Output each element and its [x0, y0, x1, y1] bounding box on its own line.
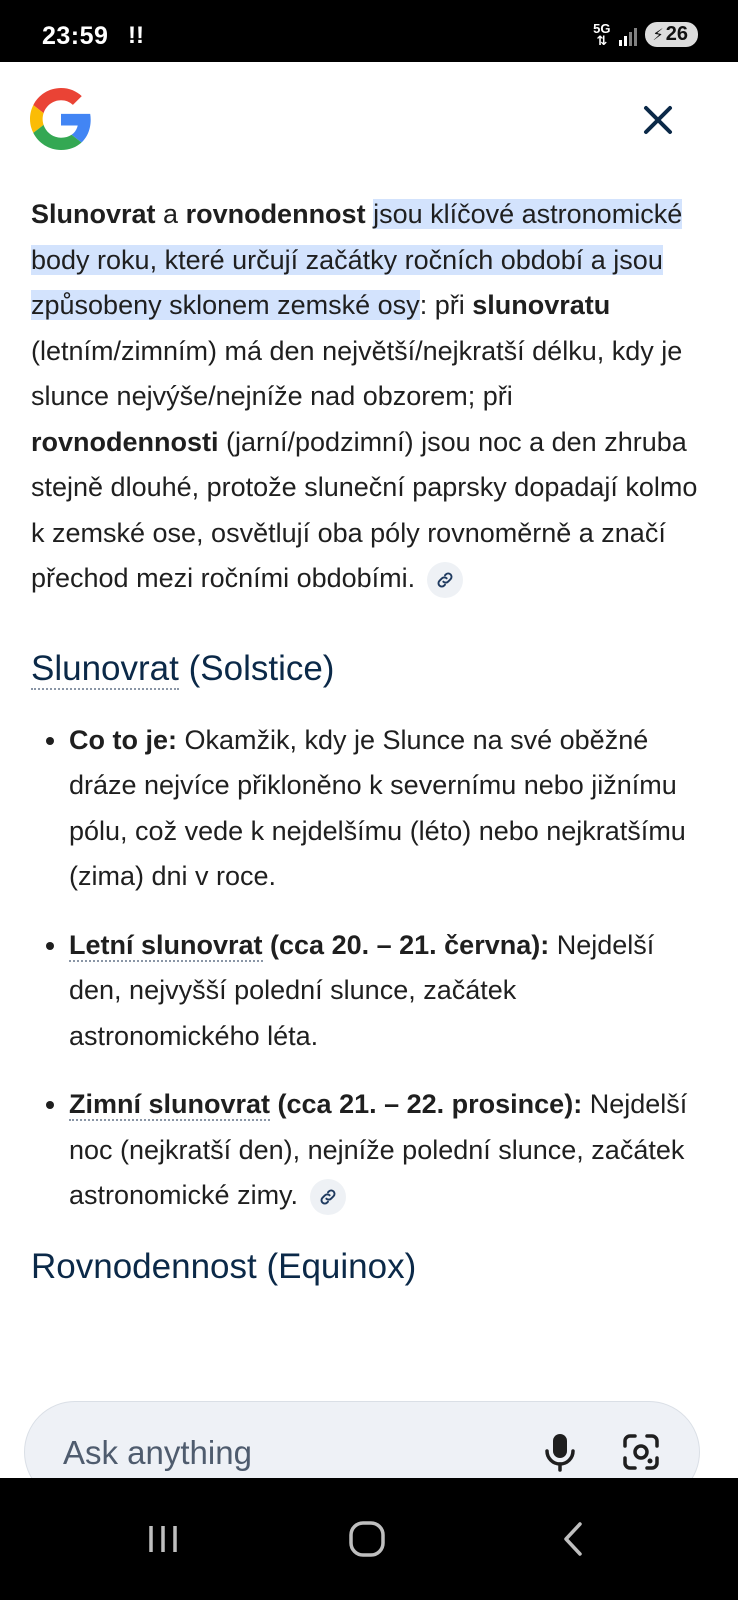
signal-strength-icon	[619, 24, 637, 46]
source-link-button[interactable]	[310, 1179, 346, 1215]
answer-content	[31, 192, 707, 1292]
glossary-term-zimni-slunovrat[interactable]: Zimní slunovrat	[69, 1089, 271, 1119]
battery-level: 26	[665, 23, 688, 45]
source-link-button[interactable]	[427, 562, 463, 598]
link-icon	[435, 570, 455, 590]
highlighted-summary[interactable]: jsou klíčové astronomické body roku, které určují začátky ročních období a jsou způsobeny sklonem zemské osy	[31, 199, 683, 320]
slunovrat-list	[31, 718, 707, 1219]
term-slunovrat: Slunovrat	[31, 199, 156, 229]
prompt-bar	[0, 1377, 738, 1478]
glossary-term-letni-slunovrat[interactable]: Letní slunovrat	[69, 929, 263, 960]
link-icon	[318, 1187, 338, 1207]
notification-alert-icon: !!	[128, 22, 144, 49]
charging-bolt-icon: ⚡	[652, 26, 664, 44]
list-item: • Zimní slunovrat (cca 21. – 22. prosince): Nejdelší noc (nejkratší den), nejníže polední slunce, začátek astronomické zimy.	[69, 1082, 707, 1219]
home-icon[interactable]	[342, 1514, 392, 1564]
section-heading-slunovrat: Slunovrat (Solstice)	[31, 648, 335, 688]
section-heading-rovnodennost: Rovnodennost (Equinox)	[31, 1246, 417, 1286]
ask-input[interactable]	[61, 1428, 485, 1478]
close-icon[interactable]	[638, 100, 678, 140]
system-navigation-bar	[0, 1478, 738, 1600]
status-time: 23:59	[42, 22, 109, 50]
ask-box	[24, 1401, 700, 1478]
recent-apps-icon[interactable]	[138, 1514, 188, 1564]
google-lens-icon[interactable]	[619, 1430, 663, 1474]
status-icons	[593, 22, 698, 47]
term-rovnodennost: rovnodennost	[185, 199, 366, 229]
list-item: • Letní slunovrat (cca 20. – 21. června): Nejdelší den, nejvyšší polední slunce, začátek astronomického léta.	[69, 923, 707, 1060]
glossary-term-slunovrat[interactable]: Slunovrat	[31, 648, 179, 688]
answer-intro-paragraph: Slunovrat a rovnodennost jsou klíčové astronomické body roku, které určují začátky ročních období a jsou způsobeny sklonem zemské osy: při slunovratu (letním/zimním) má den největší/nejkratší délku, kdy je slunce nejvýše/nejníže nad obzorem; při rovnodennosti (jarní/podzimní) jsou noc a den zhruba stejně dlouhé, protože sluneční paprsky dopadají kolmo k zemské ose, osvětlují oba póly rovnoměrně a značí přechod mezi ročními obdobími.	[31, 192, 707, 602]
status-bar	[0, 0, 738, 62]
google-g-logo	[30, 88, 92, 150]
back-icon[interactable]	[550, 1514, 600, 1564]
microphone-icon[interactable]	[536, 1428, 584, 1476]
ai-answer-sheet	[0, 62, 738, 1478]
list-item: • Co to je: Okamžik, kdy je Slunce na své oběžné dráze nejvíce přikloněno k severnímu nebo jižnímu pólu, což vede k nejdelšímu (léto) nebo nejkratšímu (zima) dni v roce.	[69, 718, 707, 900]
battery-indicator	[645, 22, 698, 47]
network-type-label: 5G ⇅	[593, 20, 611, 48]
